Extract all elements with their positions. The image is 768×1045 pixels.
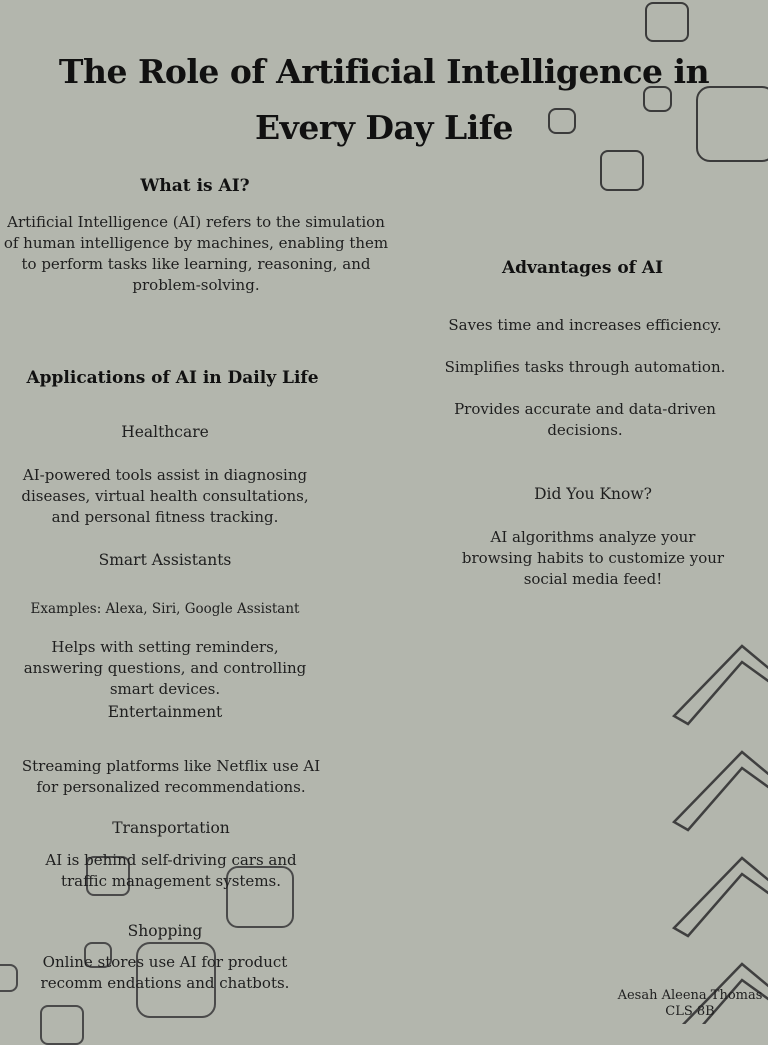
page-title-line: Every Day Life <box>255 108 513 147</box>
page-title <box>0 44 768 156</box>
advantage-item: Provides accurate and data-driven decisions. <box>454 400 716 439</box>
smart-assistants-examples: Examples: Alexa, Siri, Google Assistant <box>30 601 300 617</box>
what-is-ai-text: Artificial Intelligence (AI) refers to the simulation of human intelligence by machines, enabling them to perform tasks like learning, reasoning, and problem-solving. <box>3 213 389 294</box>
author-name: Aesah Aleena Thomas <box>617 988 763 1003</box>
deco-square <box>645 2 689 42</box>
what-is-ai-heading: What is AI? <box>140 176 250 196</box>
transportation-title: Transportation <box>112 819 230 837</box>
did-you-know-title: Did You Know? <box>534 485 652 503</box>
author-credit <box>612 988 768 1020</box>
deco-square <box>600 150 644 191</box>
did-you-know-text: AI algorithms analyze your browsing habits to customize your social media feed! <box>461 528 725 588</box>
healthcare-text: AI-powered tools assist in diagnosing diseases, virtual health consultations, and personal fitness tracking. <box>21 466 309 526</box>
shopping-text: Online stores use AI for product recomm endations and chatbots. <box>40 953 290 992</box>
advantage-item: Saves time and increases efficiency. <box>448 316 722 334</box>
deco-square <box>40 1005 84 1045</box>
applications-heading: Applications of AI in Daily Life <box>26 368 319 388</box>
shopping-title: Shopping <box>127 922 203 940</box>
advantages-heading: Advantages of AI <box>501 258 664 278</box>
page-title-line: The Role of Artificial Intelligence in <box>58 52 710 91</box>
smart-assistants-title: Smart Assistants <box>98 551 232 569</box>
healthcare-title: Healthcare <box>121 423 209 441</box>
chevron-up-icon <box>668 636 768 732</box>
entertainment-text: Streaming platforms like Netflix use AI for personalized recommendations. <box>21 757 321 796</box>
transportation-text: AI is behind self-driving cars and traffic management systems. <box>45 851 297 890</box>
author-class: CLS 8B <box>665 1004 715 1019</box>
chevron-up-icon <box>668 848 768 944</box>
entertainment-title: Entertainment <box>107 703 223 721</box>
smart-assistants-text: Helps with setting reminders, answering questions, and controlling smart devices. <box>23 638 307 698</box>
chevron-up-icon <box>668 742 768 838</box>
advantage-item: Simplifies tasks through automation. <box>444 358 726 376</box>
